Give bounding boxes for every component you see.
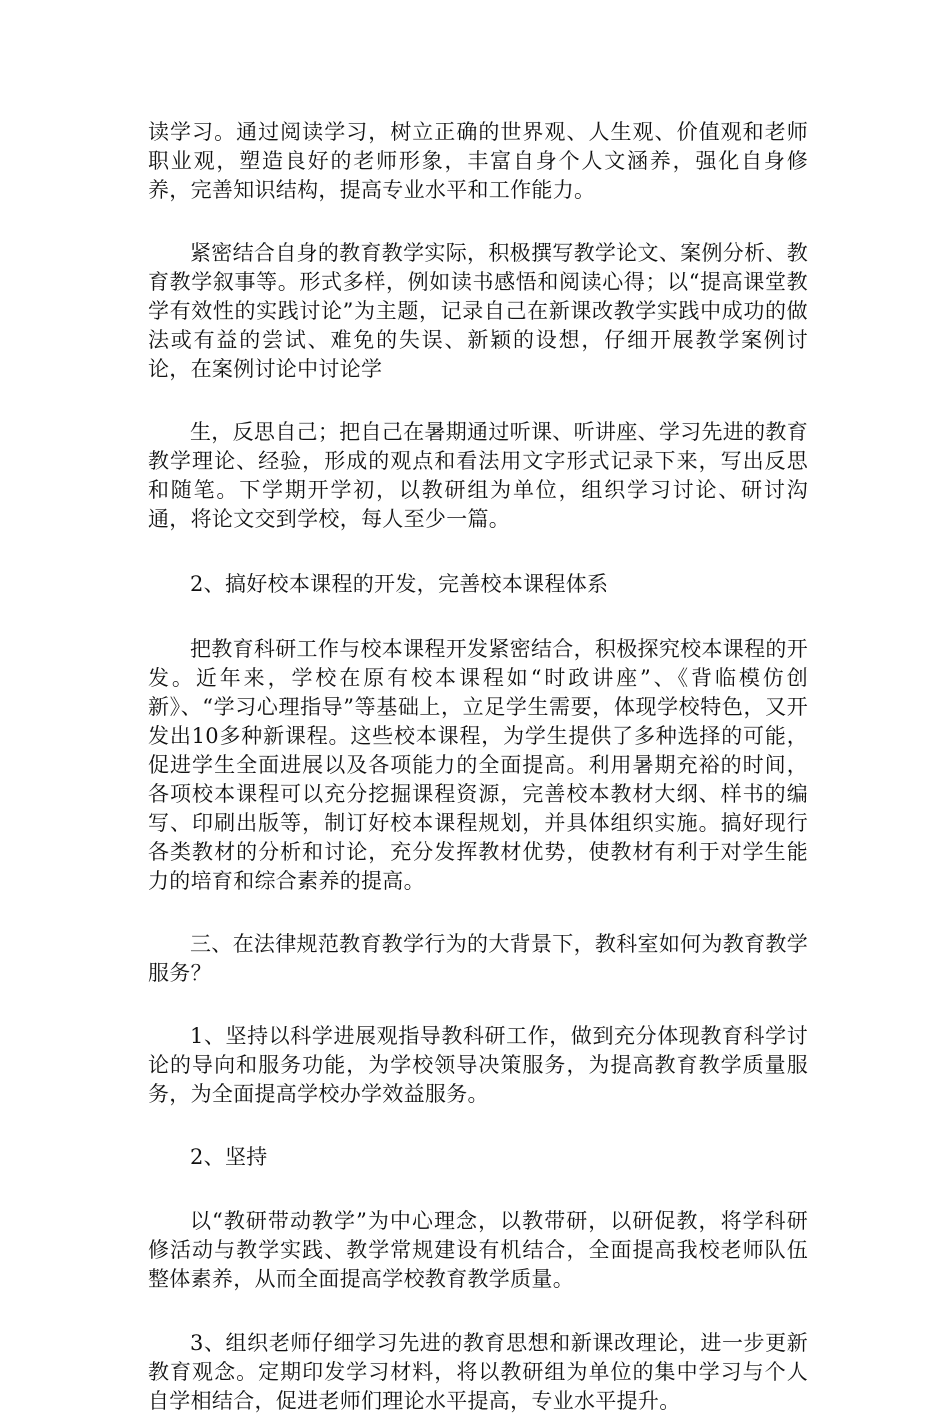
- paragraph-1: 读学习。通过阅读学习，树立正确的世界观、人生观、价值观和老师职业观，塑造良好的老师形象，丰富自身个人文涵养，强化自身修养，完善知识结构，提高专业水平和工作能力。: [148, 120, 808, 202]
- subheading-2: 2、坚持: [190, 1145, 268, 1169]
- paragraph-10: 3、组织老师仔细学习先进的教育思想和新课改理论，进一步更新教育观念。定期印发学习材料，将以教研组为单位的集中学习与个人自学相结合，促进老师们理论水平提高，专业水平提升。: [148, 1331, 808, 1413]
- paragraph-7: 1、坚持以科学进展观指导教科研工作，做到充分体现教育科学讨论的导向和服务功能，为学校领导决策服务，为提高教育教学质量服务，为全面提高学校办学效益服务。: [148, 1024, 808, 1106]
- section-heading-2: 2、搞好校本课程的开发，完善校本课程体系: [190, 572, 609, 596]
- paragraph-2: 紧密结合自身的教育教学实际，积极撰写教学论文、案例分析、教育教学叙事等。形式多样，例如读书感悟和阅读心得；以“提高课堂教学有效性的实践讨论”为主题，记录自己在新课改教学实践中成功的做法或有益的尝试、难免的失误、新颖的设想，仔细开展教学案例讨论，在案例讨论中讨论学: [148, 241, 808, 381]
- document-body: [148, 118, 808, 1416]
- paragraph-5: 把教育科研工作与校本课程开发紧密结合，积极探究校本课程的开发。近年来，学校在原有校本课程如“时政讲座”、《背临模仿创新》、“学习心理指导”等基础上，立足学生需要，体现学校特色，又开发出10多种新课程。这些校本课程，为学生提供了多种选择的可能，促进学生全面进展以及各项能力的全面提高。利用暑期充裕的时间，各项校本课程可以充分挖掘课程资源，完善校本教材大纲、样书的编写、印刷出版等，制订好校本课程规划，并具体组织实施。搞好现行各类教材的分析和讨论，充分发挥教材优势，使教材有利于对学生能力的培育和综合素养的提高。: [148, 637, 808, 893]
- section-heading-3: 三、在法律规范教育教学行为的大背景下，教科室如何为教育教学服务？: [148, 932, 808, 985]
- paragraph-9: 以“教研带动教学”为中心理念，以教带研，以研促教，将学科研修活动与教学实践、教学常规建设有机结合，全面提高我校老师队伍整体素养，从而全面提高学校教育教学质量。: [148, 1209, 808, 1291]
- paragraph-3: 生，反思自己；把自己在暑期通过听课、听讲座、学习先进的教育教学理论、经验，形成的观点和看法用文字形式记录下来，写出反思和随笔。下学期开学初，以教研组为单位，组织学习讨论、研讨沟通，将论文交到学校，每人至少一篇。: [148, 420, 808, 531]
